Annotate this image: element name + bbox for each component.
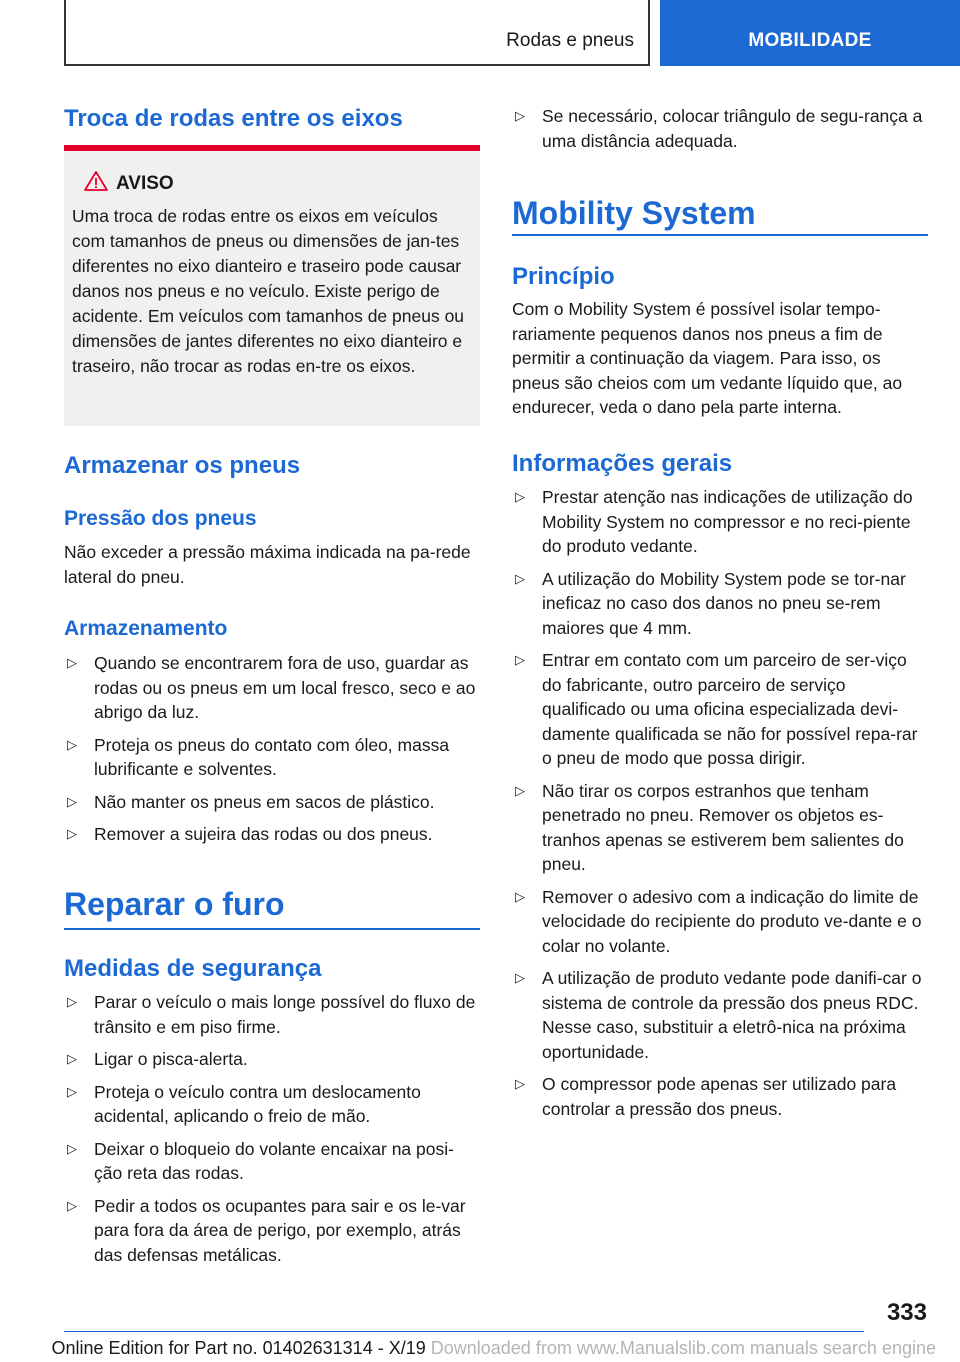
armazenamento-list [64,651,482,855]
section-rule [512,234,928,236]
list-item: ▷ Não manter os pneus em sacos de plástico. [64,790,482,815]
list-item: ▷ Deixar o bloqueio do volante encaixar na posi-ção reta das rodas. [67,1138,454,1183]
list-item: ▷ Se necessário, colocar triângulo de segu-rança a uma distância adequada. [515,106,923,151]
section-rule [64,928,480,930]
warning-label: AVISO [116,173,174,194]
bullet-triangle-icon: ▷ [67,1051,77,1066]
list-item: ▷ Pedir a todos os ocupantes para sair e os le-var para fora da área de perigo, por exemplo, atrás das defensas metálicas. [67,1195,466,1265]
footer-rule [64,1331,864,1332]
principio-heading: Princípio [512,263,615,290]
bullet-triangle-icon: ▷ [67,736,77,752]
list-item: ▷ Prestar atenção nas indicações de utilização do Mobility System no compressor e no reci-piente do produto vedante. [515,487,913,556]
list-item: ▷ Remover o adesivo com a indicação do limite de velocidade do recipiente do produto ve-dante e o colar no volante. [515,886,922,956]
bullet-triangle-icon: ▷ [515,570,525,586]
bullet-triangle-icon: ▷ [515,1076,525,1091]
reparar-heading: Reparar o furo [64,886,285,922]
list-item: ▷ A utilização de produto vedante pode danifi-car o sistema de controle da pressão dos pneus RDC. Nesse caso, substituir a eletrô-nica na próxima oportunidade. [515,968,922,1062]
list-item: ▷ Entrar em contato com um parceiro de ser-viço do fabricante, outro parceiro de serviço qualificado ou uma oficina especializada devi-damente qualificada se não for possível repa-rar o pneu de modo que possa dirigir. [515,650,918,768]
medidas-heading: Medidas de segurança [64,955,322,982]
header-frame [64,0,650,66]
bullet-triangle-icon: ▷ [515,108,525,123]
pressao-heading: Pressão dos pneus [64,507,257,530]
footer-line [0,1338,936,1359]
warning-text: Uma troca de rodas entre os eixos em veículos com tamanhos de pneus ou dimensões de jan-tes diferentes no eixo dianteiro e traseiro pode causar danos nos pneus e no veículo. Existe perigo de acidente. Em veículos com tamanhos de pneus ou dimensões de jantes diferentes no eixo dianteiro e traseiro, não trocar as rodas en-tre os eixos. [72,206,465,376]
bullet-triangle-icon: ▷ [67,793,77,809]
list-item: ▷ Proteja os pneus do contato com óleo, massa lubrificante e solventes. [67,734,450,779]
armazenamento-heading: Armazenamento [64,617,228,640]
mobility-heading: Mobility System [512,195,756,231]
page-number: 333 [886,1299,927,1326]
continued-list [512,104,930,161]
bullet-triangle-icon: ▷ [67,655,77,670]
bullet-triangle-icon: ▷ [67,826,77,841]
bullet-triangle-icon: ▷ [515,970,525,985]
list-item: ▷ Remover a sujeira das rodas ou dos pneus. [64,822,482,847]
pressao-text: Não exceder a pressão máxima indicada na pa-rede lateral do pneu. [64,542,471,587]
footer-watermark: Downloaded from www.Manualslib.com manuals search engine [430,1338,936,1358]
list-item: ▷ Proteja o veículo contra um deslocamento acidental, aplicando o freio de mão. [67,1081,421,1126]
list-item: ▷ O compressor pode apenas ser utilizado para controlar a pressão dos pneus. [515,1074,897,1119]
info-list [512,485,930,1129]
bullet-triangle-icon: ▷ [67,1140,77,1156]
header-chapter-tab [660,0,960,66]
principio-text: Com o Mobility System é possível isolar tempo-rariamente pequenos danos nos pneus a fim de permitir a continuação da viagem. Para isso, os pneus são cheios com um vedante líquido que, ao endurecer, veda o dano pela parte interna. [512,299,903,417]
footer-edition: Online Edition for Part no. 01402631314 - X/19 [51,1338,426,1358]
header-section-title: Rodas e pneus [506,30,634,51]
medidas-list [64,990,482,1275]
bullet-triangle-icon: ▷ [515,652,525,667]
bullet-triangle-icon: ▷ [67,994,77,1009]
list-item: ▷ Ligar o pisca-alerta. [64,1047,482,1072]
bullet-triangle-icon: ▷ [67,1197,77,1213]
warning-header [84,171,174,195]
list-item: ▷ Não tirar os corpos estranhos que tenham penetrado no pneu. Remover os objetos es-tranhos apenas se estiverem bem salientes do pneu. [515,780,904,874]
header-chapter-label: MOBILIDADE [748,30,872,51]
bullet-triangle-icon: ▷ [67,1083,77,1099]
list-item: ▷ Quando se encontrarem fora de uso, guardar as rodas ou os pneus em um local fresco, seco e ao abrigo da luz. [67,653,476,722]
troca-heading: Troca de rodas entre os eixos [64,105,403,132]
info-heading: Informações gerais [512,450,733,477]
warning-icon [84,171,108,191]
bullet-triangle-icon: ▷ [515,489,525,504]
list-item: ▷ A utilização do Mobility System pode se tor-nar ineficaz no caso dos danos no pneu se-rem maiores que 4 mm. [515,568,906,638]
bullet-triangle-icon: ▷ [515,888,525,904]
warning-box [64,145,480,426]
list-item: ▷ Parar o veículo o mais longe possível do fluxo de trânsito e em piso firme. [67,992,476,1037]
armazenar-heading: Armazenar os pneus [64,452,301,479]
bullet-triangle-icon: ▷ [515,782,525,798]
